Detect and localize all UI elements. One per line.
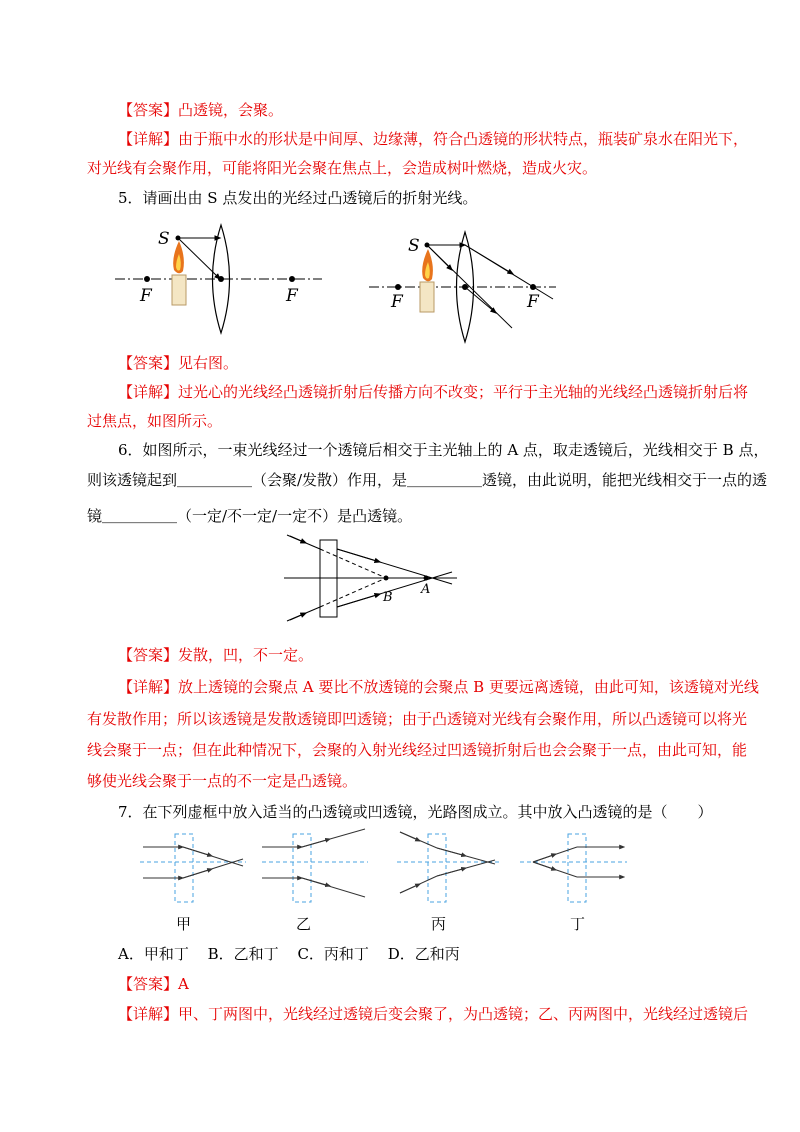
q5-question: 5．请画出由 S 点发出的光经过凸透镜后的折射光线。 bbox=[118, 189, 478, 207]
q7-option-a: A．甲和丁 bbox=[118, 945, 189, 963]
q7-option-c: C．丙和丁 bbox=[297, 945, 369, 963]
q5-detail-line1: 【详解】过光心的光线经凸透镜折射后传播方向不改变；平行于主光轴的光线经凸透镜折射后将 bbox=[118, 383, 749, 401]
q6-question-line3: 镜＿＿＿＿＿（一定/不一定/一定不）是凸透镜。 bbox=[87, 507, 413, 525]
q6-label-B: B bbox=[383, 590, 393, 605]
q7-label-ding: 丁 bbox=[570, 915, 586, 933]
q6-detail-line4: 够使光线会聚于一点的不一定是凸透镜。 bbox=[87, 772, 358, 790]
q6-answer: 【答案】发散，凹，不一定。 bbox=[118, 646, 314, 664]
q7-answer: 【答案】A bbox=[118, 975, 189, 993]
q6-detail-line3: 线会聚于一点；但在此种情况下，会聚的入射光线经过凹透镜折射后也会会聚于一点，由此可知，能 bbox=[87, 741, 748, 759]
q4-answer: 【答案】凸透镜，会聚。 bbox=[118, 101, 284, 119]
q7-label-bing: 丙 bbox=[431, 915, 447, 933]
q7-option-d: D．乙和丙 bbox=[387, 945, 460, 963]
q4-detail-line1: 【详解】由于瓶中水的形状是中间厚、边缘薄，符合凸透镜的形状特点，瓶装矿泉水在阳光下， bbox=[118, 130, 749, 148]
q7-option-b: B．乙和丁 bbox=[207, 945, 279, 963]
q6-question-line1: 6．如图所示，一束光线经过一个透镜后相交于主光轴上的 A 点，取走透镜后，光线相交于 B 点， bbox=[118, 441, 769, 459]
q6-label-A: A bbox=[421, 582, 431, 597]
q5-detail-line2: 过焦点，如图所示。 bbox=[87, 412, 223, 430]
q5-left-label-F2: F bbox=[286, 286, 298, 306]
q6-detail-line1: 【详解】放上透镜的会聚点 A 要比不放透镜的会聚点 B 更要远离透镜，由此可知，该透镜对光线 bbox=[118, 678, 759, 696]
q6-detail-line2: 有发散作用；所以该透镜是发散透镜即凹透镜；由于凸透镜对光线有会聚作用，所以凸透镜可以将光 bbox=[87, 710, 748, 728]
q7-detail-line1: 【详解】甲、丁两图中，光线经过透镜后变会聚了，为凸透镜；乙、丙两图中，光线经过透镜后 bbox=[118, 1005, 749, 1023]
q5-right-label-F1: F bbox=[391, 292, 403, 312]
q7-label-yi: 乙 bbox=[296, 915, 312, 933]
q4-detail-line2: 对光线有会聚作用，可能将阳光会聚在焦点上，会造成树叶燃烧，造成火灾。 bbox=[87, 159, 598, 177]
q6-question-line2: 则该透镜起到＿＿＿＿＿（会聚/发散）作用，是＿＿＿＿＿透镜，由此说明，能把光线相交于一点的透 bbox=[87, 471, 768, 489]
q5-left-label-F1: F bbox=[140, 286, 152, 306]
q7-options bbox=[118, 944, 474, 964]
q5-answer: 【答案】见右图。 bbox=[118, 354, 239, 372]
q5-right-label-S: S bbox=[408, 236, 420, 256]
q7-label-jia: 甲 bbox=[176, 915, 192, 933]
q7-question: 7．在下列虚框中放入适当的凸透镜或凹透镜，光路图成立。其中放入凸透镜的是（ ） bbox=[118, 803, 713, 821]
q5-right-label-F2: F bbox=[527, 292, 539, 312]
q5-left-label-S: S bbox=[158, 229, 170, 249]
